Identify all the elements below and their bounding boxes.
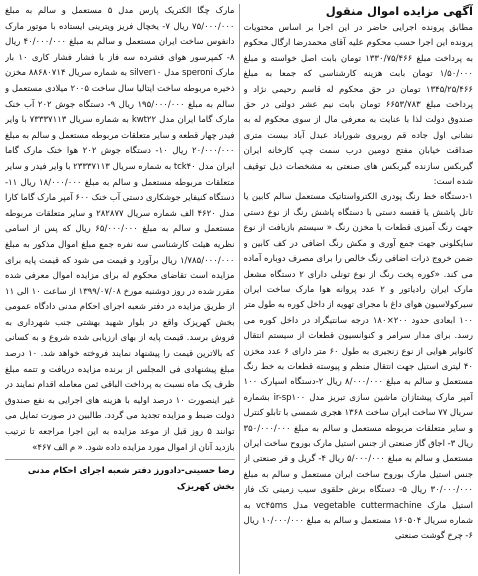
- notice-continued-paragraph: مارک چگا الکتریک پارس مدل ۵ مستعمل و سالم به مبلغ ۷۵/۰۰۰/۰۰۰ ریال ۷- یخچال فریز ویترینی ایستاده با موتور مارک دانفوس ساخت ایران مستعمل و سالم به مبلغ ۴۰/۰۰۰/۰۰۰ ریال ۸- کمپرسور هوای فشرده سه فاز با فشار فشار کاری ۱۰ بار مارک speroni مدل silver۱۰ به شماره سریال ۸۸۶۸۰۷۱۴ مخزن ذخیره مربوطه ساخت ایتالیا سال ساخت ۲۰۰۵ میلادی مستعمل و سالم به مبلغ ۱۹۵/۰۰۰/۰۰۰ ریال ۹- دستگاه جوش ۲۰۲ آب خنک مارک گاما ایران مدل kwt۲۲ به شماره سریال ۷۳۳۳۷۱۱۳ با وایر فیدر چهار قطعه و سایر متعلقات مربوطه مستعمل و سالم به مبلغ ۲۰/۰۰۰/۰۰۰ ریال ۱۰- دستگاه جوش ۲۰۲ هوا خنک مارک گاما ایران مدل tck۴۰ به شماره سریال ۲۳۳۳۷۱۱۳ با وایر فیدر و سایر متعلقات مربوطه مستعمل و سالم به مبلغ ۱۸/۰۰۰/۰۰۰ ریال ۱۱- دستگاه کنیفایر جوشکاری دستی آب خنک ۶۰۰ آمپر مارک گاما کارا مدل ۴۶۲۰ الف شماره سریال ۲۸۲۸۷۷ و سایر متعلقات مربوطه مستعمل و سالم به مبلغ ۶۵/۰۰۰/۰۰۰ ریال که پس از اسامی نظریه هیئت کارشناسی سه نفره جمع مبلغ اموال مذکور به مبلغ ۱/۷۸۵/۰۰۰/۰۰۰ ریال برآورد و قیمت می شود که قیمت پایه برای مزایده است تقاضای محکوم له برای مزایده اموال معرفی شده مقرر شده در روز دوشنبه مورخ ۱۳۹۹/۰۷/۰۸ از ساعت ۱۰ الی ۱۱ از طریق مزایده در دفتر شعبه اجرای احکام مدنی دادگاه عمومی بخش کهریزک واقع در بلوار شهید بهشتی جنب شهرداری به فروش برسد. قیمت پایه از بهای ارزیابی شده شروع و به کسانی که بالاترین قیمت را پیشنهاد نمایند فروخته خواهد شد. ۱۰ درصد مبلغ پیشنهادی فی المجلس از برنده مزایده دریافت و تتمه مبلغ ظرف یک ماه نسبت به پرداخت الباقی ثمن معامله اقدام نمایند در غیر اینصورت ۱۰ درصد اولیه با هزینه های اجرایی به نفع صندوق دولت ضبط و مزایده تجدید می گردد. طالبین در صورت تمایل می توانند ۵ روز قبل از موعد مزایده به این اجرا مراجعه تا ترتیب بازدید آنان از اموال مورد مزایده داده شود. « م الف ۴۶۷»: [5, 6, 235, 453]
- notice-intro-paragraph: مطابق پرونده اجرایی حاضر در این اجرا بر اساس محتویات پرونده این اجرا حسب محکوم علیه آقای محمدرضا ارگال محکوم به پرداخت مبلغ ۱۳۳۰/۷۵/۴۶۶ تومان بابت اصل خواسته و مبلغ ۱/۵۰/۰۰۰ تومان بابت هزینه کارشناسی که جمعا به مبلغ ۱۳۴۵/۲۵/۴۶۶ تومان در حق محکوم له قاسم رحیمی نژاد و پرداخت مبلغ ۶۶۵۳/۷۸۳ تومان بابت نیم عشر دولتی در حق صندوق دولت لذا با عنایت به معرفی مال از سوی محکوم له به نشانی اول جاده قم روبروی شوراباد عبدل آباد بیست متری صداقت خیابان مفتح دومین درب سمت چپ کارخانه ایران گیربکس سازنده گیربکس های صنعتی به مشخصات ذیل توقیف شده است:: [243, 23, 473, 188]
- column-divider: [239, 4, 240, 574]
- notice-items-paragraph: ۱-دستگاه خط رنگ پودری الکترواستاتیک مستعمل سالم کابین یا تانل پاشش یا قفسه دستی با دستگاه پاشش رنگ از نوع دستی جهت رنگ آمیزی قطعات با مخزن رنگ « سیستم بازیافت از نوع سایکلونی جهت جمع آوری و مکش رنگ اضافی در کف کابین و ضمن خروج ذرات اضافی رنگ خالص را برای مصرف دوباره آماده می کند. «کوره پخت رنگ از نوع تونلی دارای ۲ دستگاه مشعل مارک ایران رادیاتور و ۲ عدد پروانه هوا مارک ساخت ایران سیرکولاسیون هوای داغ با مجرای تهویه از داخل کوره به طول متر ۱۰۰ ابعادی حدود ۲۰۰×۱۸۰ درجه سانتیگراد در داخل کوره می رسد. برای مدار سرامر و کنوانسیون قطعات از سیستم انتقال کانوایر هوایی از نوع زنجیری به طول ۶۰ متر دارای ۶ عدد مخزن ۴۰ لیتری استیل جهت انتقال منظم و پیوسته قطعات به خط رنگ مستعمل و سالم به مبلغ ۸/۰۰۰/۰۰۰ ریال ۲-دستگاه اسپارک ۱۰۰ آمپر مارک پیشتازان ماشین سازی تبریز مدل ir-sp۱۰۰ بشماره سریال ۷۷ ساخت ایران ساخت ۱۳۶۸ هجری شمسی با تابلو کنترل و سایر متعلقات مربوطه مستعمل و سالم به مبلغ ۳۵۰/۰۰۰/۰۰۰ ریال ۳- اجاق گاز صنعتی از جنس استیل مارک بوروح ساخت ایران مستعمل و سالم به مبلغ ۵/۰۰۰/۰۰۰ ریال ۴- گریل و فر صنعتی از جنس استیل مارک بوروح ساخت ایران مستعمل و سالم به مبلغ ۳۰/۰۰۰/۰۰۰ ریال ۵- دستگاه برش حلقوی سیب زمینی تک فاز استیل مارک vegetable cuttermachine مدل vc۴۵ms به شماره سریال ۱۶۰۵۰۴ مستعمل و سالم به مبلغ ۱۰/۰۰۰/۰۰۰ ریال ۶- چرخ گوشت صنعتی: [243, 192, 473, 542]
- notice-signature: رضا حسینی-دادورز دفتر شعبه اجرای احکام مدنی بخش کهریزک: [27, 466, 235, 492]
- signature-divider: [5, 459, 235, 460]
- notice-right-column: [244, 4, 474, 574]
- notice-title: آگهی مزایده اموال منقول: [325, 4, 473, 18]
- notice-left-column: [5, 4, 235, 574]
